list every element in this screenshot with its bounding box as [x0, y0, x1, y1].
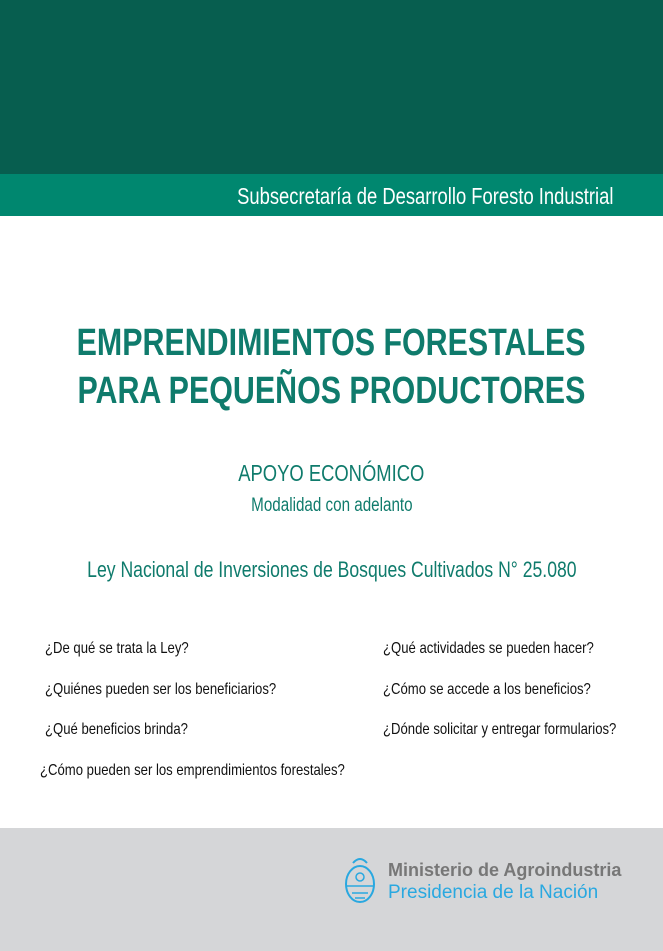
- question-item: ¿Qué beneficios brinda?: [45, 721, 188, 738]
- question-item: ¿Qué actividades se pueden hacer?: [383, 640, 594, 657]
- title-text: EMPRENDIMIENTOS FORESTALES: [77, 322, 586, 364]
- title-line-2: [0, 370, 663, 413]
- header-top-block: [0, 0, 663, 174]
- modality-text: Modalidad con adelanto: [250, 495, 413, 516]
- ministry-name: Ministerio de Agroindustria: [388, 860, 622, 880]
- question-item: ¿Dónde solicitar y entregar formularios?: [383, 721, 617, 738]
- title-line-1: [0, 322, 663, 365]
- question-item: ¿Quiénes pueden ser los beneficiarios?: [45, 681, 277, 698]
- law-text: Ley Nacional de Inversiones de Bosques Cultivados N° 25.080: [86, 557, 577, 582]
- title-text: PARA PEQUEÑOS PRODUCTORES: [77, 370, 586, 412]
- law-title: [0, 557, 663, 583]
- question-item: ¿Cómo pueden ser los emprendimientos forestales?: [40, 762, 345, 779]
- header-band: [0, 174, 663, 216]
- subtitle: [0, 460, 663, 487]
- question-item: ¿Cómo se accede a los beneficios?: [383, 681, 591, 698]
- subtitle-text: APOYO ECONÓMICO: [238, 460, 425, 486]
- presidency-name: Presidencia de la Nación: [388, 882, 599, 903]
- agency-name: Subsecretaría de Desarrollo Foresto Industrial: [236, 183, 613, 209]
- coat-of-arms-icon: [343, 853, 377, 909]
- modality: [0, 495, 663, 517]
- question-item: ¿De qué se trata la Ley?: [45, 640, 189, 657]
